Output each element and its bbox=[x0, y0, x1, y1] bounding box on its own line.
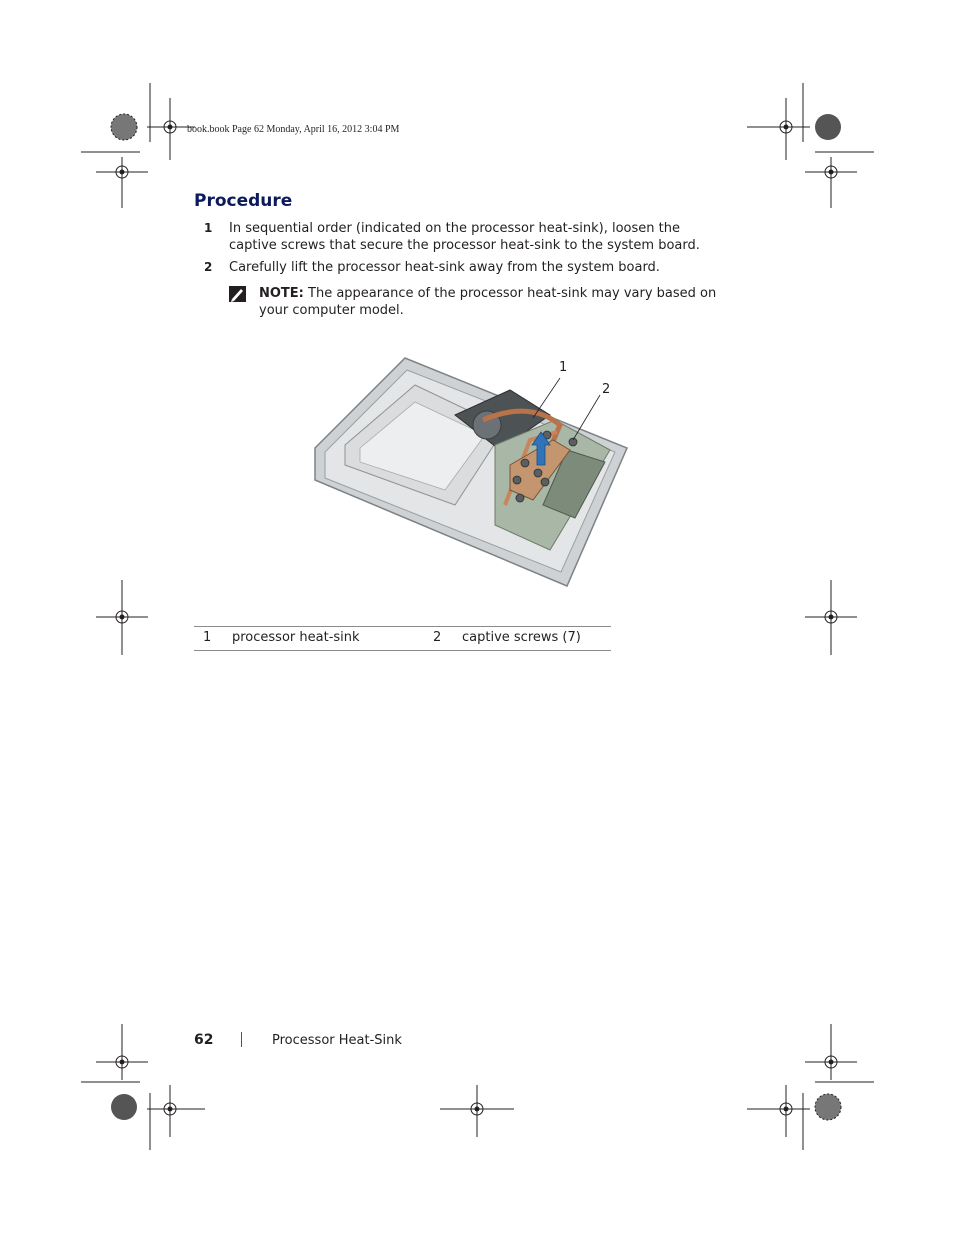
step-2-text: Carefully lift the processor heat-sink away from the system board. bbox=[229, 260, 660, 275]
step-1-text: In sequential order (indicated on the processor heat-sink), loosen the captive screws that secure the processor heat-sink to the system board. bbox=[229, 221, 700, 253]
footer-section-title: Processor Heat-Sink bbox=[272, 1033, 402, 1048]
section-title: Procedure bbox=[194, 191, 293, 211]
page-number: 62 bbox=[194, 1032, 214, 1048]
legend-1-label: processor heat-sink bbox=[232, 630, 360, 645]
step-2-number: 2 bbox=[204, 260, 213, 274]
legend-1-number: 1 bbox=[203, 630, 212, 645]
star-target-bl bbox=[111, 1094, 137, 1120]
callout-1: 1 bbox=[559, 360, 568, 375]
callout-2: 2 bbox=[602, 382, 611, 397]
note-text: The appearance of the processor heat-sink may vary based on your computer model. bbox=[259, 286, 717, 318]
step-1-number: 1 bbox=[204, 221, 213, 235]
heat-sink-illustration bbox=[305, 350, 635, 595]
legend-2-number: 2 bbox=[433, 630, 442, 645]
footer-separator bbox=[241, 1032, 242, 1047]
legend-2-label: captive screws (7) bbox=[462, 630, 581, 645]
note bbox=[259, 285, 749, 319]
print-header: book.book Page 62 Monday, April 16, 2012 3:04 PM bbox=[187, 124, 400, 135]
legend-table bbox=[194, 626, 611, 651]
star-target-br bbox=[815, 1094, 841, 1120]
note-label: NOTE: bbox=[259, 286, 304, 301]
star-target-tl bbox=[111, 114, 137, 140]
note-pencil-icon bbox=[228, 285, 248, 303]
star-target-tr bbox=[815, 114, 841, 140]
